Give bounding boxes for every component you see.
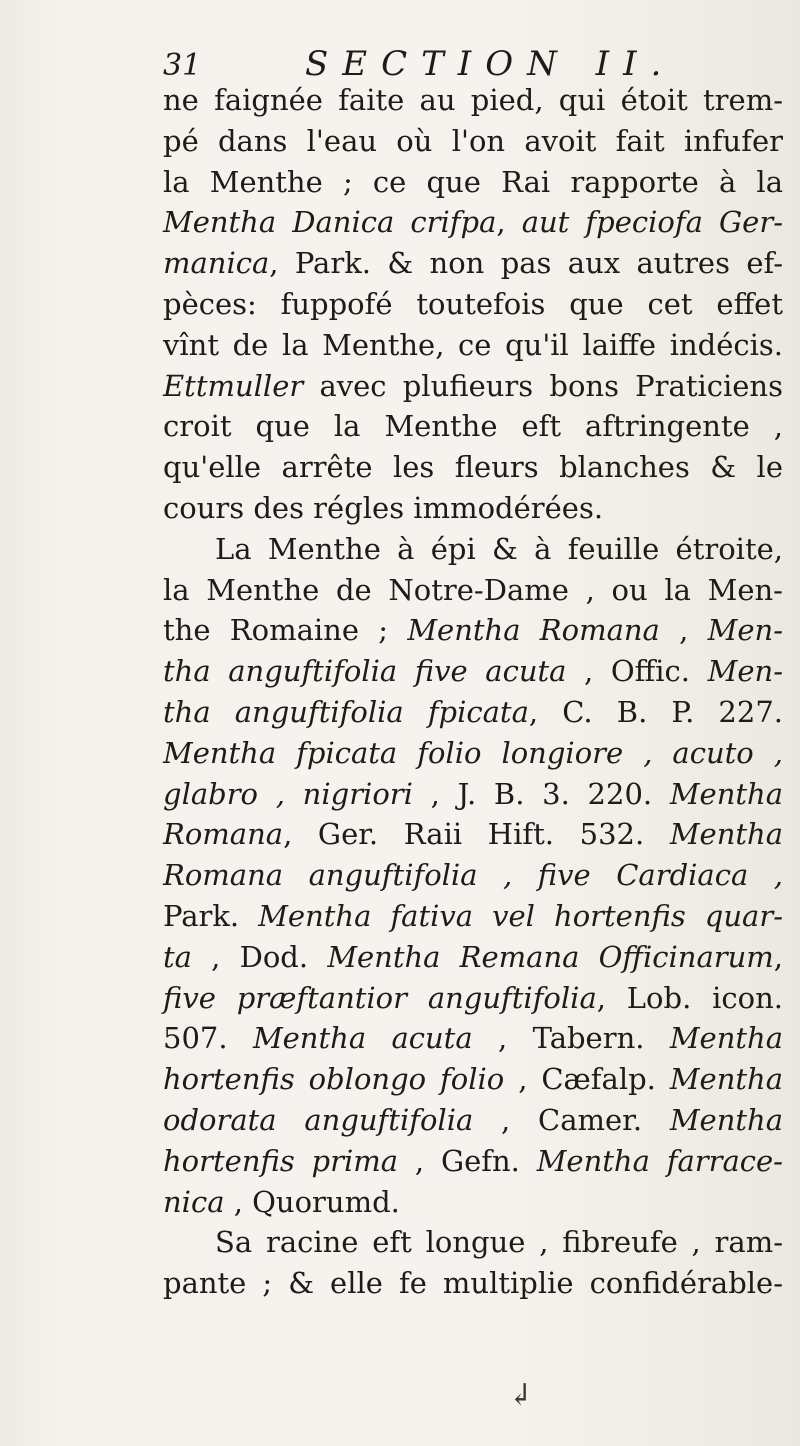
text-segment: , J. B. 3. 220.	[412, 776, 670, 811]
text-segment: , Offic.	[566, 654, 708, 689]
italic-text: Mentha	[669, 776, 784, 811]
italic-text: Mentha Danica crifpa	[163, 205, 497, 240]
text-line	[163, 733, 783, 774]
text-line	[163, 814, 783, 855]
text-segment: avec plufieurs bons Praticiens	[303, 368, 783, 403]
text-segment: Park.	[163, 898, 259, 933]
text-segment: , C. B. P. 227.	[528, 694, 784, 729]
italic-text: Mentha fpicata folio longiore , acuto ,	[163, 735, 783, 770]
bottom-mark: ↲	[508, 1378, 534, 1413]
body-text	[163, 80, 783, 1304]
italic-text: Ettmuller	[163, 368, 304, 403]
text-line	[163, 651, 783, 692]
text-line	[163, 570, 783, 611]
text-line	[163, 406, 783, 447]
text-line	[163, 529, 783, 570]
italic-text: Romana	[163, 817, 284, 852]
text-line	[163, 447, 783, 488]
italic-text: five præftantior anguftifolia	[163, 980, 597, 1015]
text-line	[163, 610, 783, 651]
text-segment: the Romaine ;	[163, 613, 408, 648]
text-segment: vînt de la Menthe, ce qu'il laiffe indécis.	[163, 327, 783, 362]
text-segment: pèces: fuppofé toutefois que cet effet	[163, 286, 783, 321]
running-title: SECTION II.	[305, 44, 676, 84]
text-segment: ,	[773, 939, 783, 974]
text-segment: ,	[496, 205, 522, 240]
text-line	[163, 1100, 783, 1141]
italic-text: Mentha	[669, 1102, 783, 1137]
italic-text: Mentha farrace-	[536, 1143, 783, 1178]
italic-text: Mentha Romana	[407, 613, 660, 648]
text-segment: , Camer.	[473, 1102, 670, 1137]
text-segment: , Cæfalp.	[504, 1062, 670, 1097]
text-segment: 507.	[163, 1021, 253, 1056]
text-line	[163, 488, 783, 529]
text-line	[163, 1018, 783, 1059]
text-segment: , Quorumd.	[224, 1184, 400, 1219]
text-line	[163, 162, 783, 203]
italic-text: manica	[163, 246, 270, 281]
text-line	[163, 1182, 783, 1223]
italic-text: glabro , nigriori	[163, 776, 413, 811]
italic-text: odorata anguftifolia	[163, 1102, 474, 1137]
italic-text: Mentha fativa vel hortenfis quar-	[258, 898, 783, 933]
italic-text: Men-	[707, 613, 783, 648]
text-line	[163, 1263, 783, 1304]
text-segment: Sa racine eft longue , fibreufe , ram-	[215, 1225, 783, 1260]
text-line	[163, 978, 783, 1019]
text-line	[163, 855, 783, 896]
text-segment: , Dod.	[191, 939, 328, 974]
text-segment: croit que la Menthe eft aftringente ,	[163, 409, 783, 444]
text-segment: , Lob. icon.	[596, 980, 783, 1015]
text-segment: , Tabern.	[472, 1021, 670, 1056]
italic-text: nica	[163, 1184, 225, 1219]
text-line	[163, 284, 783, 325]
text-line	[163, 121, 783, 162]
text-line	[163, 1059, 783, 1100]
text-segment: La Menthe à épi & à feuille étroite,	[215, 531, 783, 566]
italic-text: Romana anguftifolia , five Cardiaca ,	[163, 858, 783, 893]
text-segment: qu'elle arrête les fleurs blanches & le	[163, 450, 783, 485]
text-segment: cours des régles immodérées.	[163, 490, 604, 525]
text-segment: pé dans l'eau où l'on avoit fait infufer	[163, 123, 783, 158]
text-segment: ,	[659, 613, 708, 648]
italic-text: aut fpeciofa Ger-	[521, 205, 783, 240]
text-line	[163, 80, 783, 121]
text-line	[163, 1222, 783, 1263]
italic-text: hortenfis oblongo folio	[163, 1062, 505, 1097]
text-segment: , Ger. Raii Hift. 532.	[283, 817, 670, 852]
text-line	[163, 202, 783, 243]
text-line	[163, 896, 783, 937]
text-line	[163, 937, 783, 978]
text-segment: , Park. & non pas aux autres ef-	[269, 246, 783, 281]
text-segment: ne faignée faite au pied, qui étoit trem-	[163, 83, 783, 117]
text-line	[163, 243, 783, 284]
italic-text: hortenfis prima	[163, 1143, 399, 1178]
italic-text: Mentha	[669, 817, 783, 852]
italic-text: tha anguftifolia fpicata	[163, 694, 529, 729]
text-line	[163, 1141, 783, 1182]
text-line	[163, 325, 783, 366]
italic-text: Mentha	[669, 1062, 783, 1097]
italic-text: tha anguftifolia five acuta	[163, 654, 567, 689]
text-line	[163, 774, 783, 815]
italic-text: Mentha	[669, 1021, 783, 1056]
italic-text: Mentha Remana Officinarum	[327, 939, 774, 974]
text-line	[163, 692, 783, 733]
italic-text: Mentha acuta	[252, 1021, 473, 1056]
text-segment: la Menthe ; ce que Rai rapporte à la	[163, 164, 783, 199]
text-line	[163, 366, 783, 407]
italic-text: Men-	[707, 654, 783, 689]
text-segment: , Gefn.	[398, 1143, 537, 1178]
italic-text: ta	[163, 939, 192, 974]
page-number: 31	[163, 48, 202, 83]
text-segment: la Menthe de Notre-Dame , ou la Men-	[163, 572, 783, 607]
text-segment: pante ; & elle fe multiplie confidérable-	[163, 1266, 783, 1301]
